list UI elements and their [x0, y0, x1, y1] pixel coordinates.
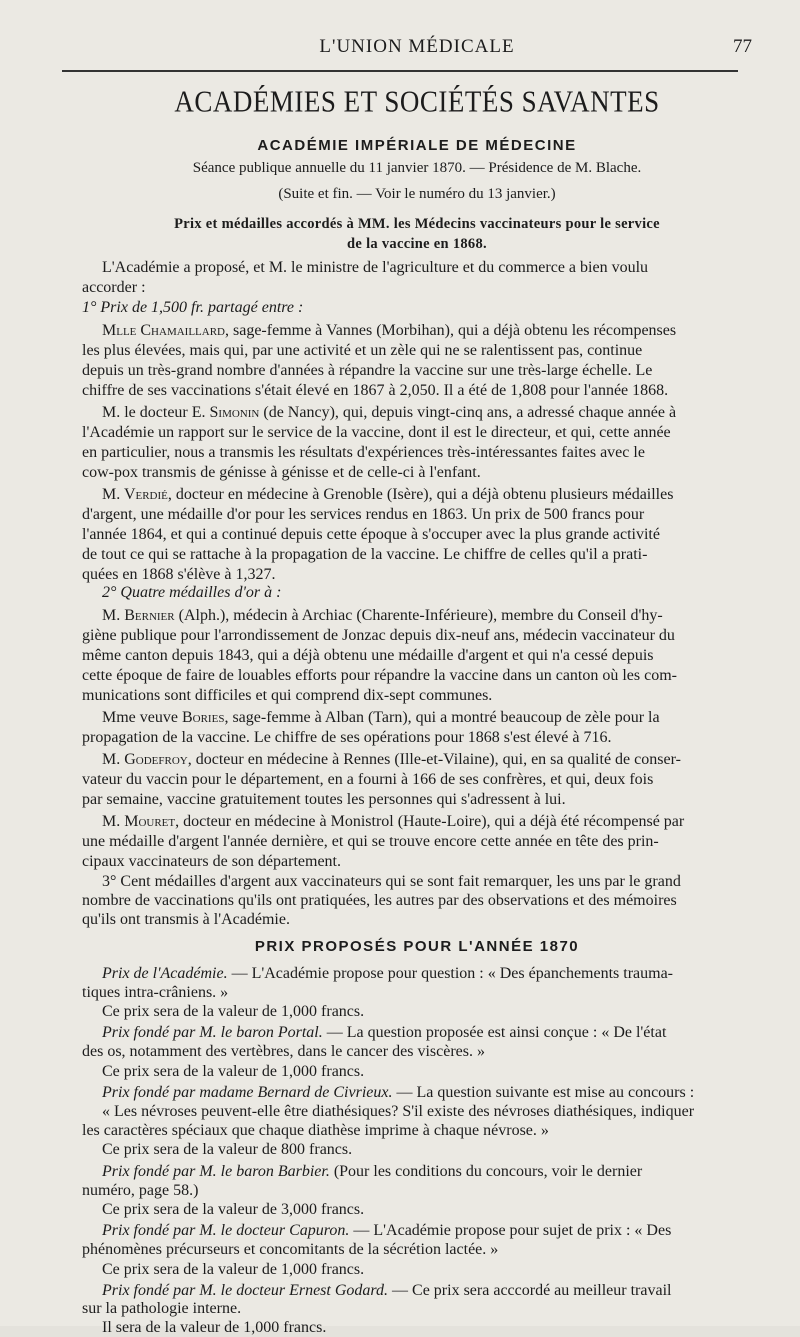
paragraph-line: nombre de vaccinations qu'ils ont pratiquées, les autres par des observations et des mémoires: [82, 892, 677, 910]
paragraph-line: par semaine, vaccine gratuitement toutes les personnes qui s'adressent à lui.: [82, 791, 566, 808]
paragraph-line: vateur du vaccin pour le département, en a fourni à 166 de ses confrères, et qui, deux fois: [82, 771, 654, 788]
prize-subheading: 2° Quatre médailles d'or à :: [102, 584, 282, 601]
paragraph-line: [82, 750, 752, 770]
prizes-heading-line-2: de la vaccine en 1868.: [347, 236, 487, 252]
proposed-prizes-heading: PRIX PROPOSÉS POUR L'ANNÉE 1870: [254, 937, 580, 955]
section-title: ACADÉMIES ET SOCIÉTÉS SAVANTES: [174, 83, 660, 119]
header-rule: [62, 70, 738, 72]
paragraph-line: tiques intra-crâniens. »: [82, 983, 229, 1001]
paragraph-line: de tout ce qui se rattache à la propagation de la vaccine. Le chiffre de celles qu'il a prati-: [82, 546, 648, 563]
prize-label: Prix de l'Académie.: [102, 964, 228, 982]
paragraph-line: 3° Cent médailles d'argent aux vaccinateurs qui se sont fait remarquer, les uns par le grand: [102, 873, 681, 890]
paragraph-line: Ce prix sera de la valeur de 3,000 francs.: [102, 1201, 365, 1218]
person-name: M. Mouret: [102, 813, 176, 830]
paragraph-line: L'Académie a proposé, et M. le ministre de l'agriculture et du commerce a bien voulu: [102, 259, 649, 276]
paragraph-line: les caractères spéciaux que chaque diathèse imprime à chaque névrose. »: [82, 1122, 549, 1140]
paragraph-line: d'argent, une médaille d'or pour les services rendus en 1863. Un prix de 500 francs pour: [82, 506, 645, 523]
paragraph-line: phénomènes précurseurs et concomitants de la sécrétion lactée. »: [82, 1241, 499, 1259]
continuation-note: (Suite et fin. — Voir le numéro du 13 janvier.): [278, 186, 556, 202]
paragraph-line: une médaille d'argent l'année dernière, et qui se trouve encore cette année en tête des prin-: [82, 833, 659, 850]
paragraph-line: qu'ils ont transmis à l'Académie.: [82, 911, 290, 929]
paragraph-line: même canton depuis 1843, qui a déjà obtenu une médaille d'argent et qui n'a cessé depuis: [82, 647, 654, 664]
text-run: , sage-femme à Alban (Tarn), qui a montré beaucoup de zèle pour la: [224, 709, 660, 726]
person-name: M. Verdié: [102, 486, 168, 503]
paragraph-line: cow-pox transmis de génisse à génisse et de celle-ci à l'enfant.: [82, 464, 481, 481]
person-name: Bories: [181, 709, 225, 726]
text-run: — La question proposée est ainsi conçue : « De l'état: [322, 1024, 667, 1042]
text-run: , docteur en médecine à Monistrol (Haute-Loire), qui a déjà été récompensé par: [175, 813, 685, 830]
text-run: — La question suivante est mise au concours :: [392, 1083, 695, 1101]
person-name: M. Godefroy: [102, 751, 188, 768]
prize-label: Prix fondé par madame Bernard de Civrieux.: [102, 1083, 393, 1101]
person-name: M. Bernier: [102, 607, 175, 624]
session-line: Séance publique annuelle du 11 janvier 1870. — Présidence de M. Blache.: [192, 160, 642, 176]
academy-heading: ACADÉMIE IMPÉRIALE DE MÉDECINE: [257, 137, 577, 154]
prize-subheading: 1° Prix de 1,500 fr. partagé entre :: [82, 299, 304, 316]
paragraph-line: Il sera de la valeur de 1,000 francs.: [102, 1319, 327, 1337]
paragraph-line: Ce prix sera de la valeur de 1,000 francs.: [102, 1062, 365, 1080]
paragraph-line: [82, 1281, 752, 1301]
paragraph-line: [82, 812, 752, 832]
paragraph-line: [82, 708, 752, 728]
text-run: Mme veuve: [102, 709, 182, 726]
text-run: (Alph.), médecin à Archiac (Charente-Inférieure), membre du Conseil d'hy-: [174, 607, 663, 624]
paragraph-line: depuis un très-grand nombre d'années à répandre la vaccine sur une très-large échelle. Le: [82, 362, 653, 379]
page-number: 77: [733, 36, 752, 57]
paragraph-line: cette époque de faire de louables efforts pour répandre la vaccine dans un canton où les com-: [82, 667, 678, 684]
text-run: M. le docteur: [102, 404, 192, 421]
paragraph-line: Ce prix sera de la valeur de 800 francs.: [102, 1141, 353, 1159]
paragraph-line: accorder :: [82, 279, 146, 296]
prize-label: Prix fondé par M. le baron Barbier.: [102, 1162, 330, 1180]
paragraph-line: munications sont difficiles et qui comprend dix-sept communes.: [82, 687, 493, 704]
text-run: , sage-femme à Vannes (Morbihan), qui a déjà obtenu les récompenses: [225, 322, 677, 339]
paragraph-line: « Les névroses peuvent-elle être diathésiques? S'il existe des névroses diathésiques, indiquer: [102, 1103, 695, 1120]
prizes-heading: [82, 214, 752, 254]
paragraph-line: [82, 321, 752, 341]
paragraph-line: chiffre de ses vaccinations s'était élevé en 1867 à 2,050. Il a été de 1,808 pour l'année 1868.: [82, 382, 669, 399]
paragraph-line: Ce prix sera de la valeur de 1,000 francs.: [102, 1003, 365, 1020]
paragraph-line: les plus élevées, mais qui, par une activité et un zèle qui ne se ralentissent pas, continue: [82, 342, 643, 359]
paragraph-line: cipaux vaccinateurs de son département.: [82, 853, 341, 870]
paragraph-line: [82, 403, 752, 423]
paragraph-line: giène publique pour l'arrondissement de Jonzac depuis dix-neuf ans, médecin vaccinateur du: [82, 627, 675, 644]
person-name: E. Simonin: [191, 404, 260, 421]
paragraph-line: sur la pathologie interne.: [82, 1300, 242, 1317]
paragraph-line: quées en 1868 s'élève à 1,327.: [82, 566, 276, 583]
running-head: [82, 36, 752, 60]
paragraph-line: [82, 606, 752, 626]
paragraph-line: [82, 1083, 752, 1103]
paragraph-line: [82, 1221, 752, 1241]
paragraph-line: [82, 1162, 752, 1182]
paragraph-line: [82, 485, 752, 505]
paragraph-line: l'année 1864, et qui a continué depuis cette époque à s'occuper avec la plus grande activité: [82, 526, 660, 543]
person-name: Mlle Chamaillard: [102, 322, 225, 339]
text-run: — L'Académie propose pour sujet de prix : « Des: [349, 1222, 672, 1240]
text-run: — Ce prix sera acccordé au meilleur travail: [388, 1281, 672, 1299]
paragraph-line: [82, 1023, 752, 1043]
paragraph-line: Ce prix sera de la valeur de 1,000 francs.: [102, 1260, 365, 1278]
prize-label: Prix fondé par M. le docteur Ernest Godard.: [102, 1281, 389, 1299]
journal-title: L'UNION MÉDICALE: [319, 36, 515, 57]
text-run: — L'Académie propose pour question : « Des épanchements trauma-: [227, 964, 674, 982]
prizes-heading-line-1: Prix et médailles accordés à MM. les Médecins vaccinateurs pour le service: [174, 216, 660, 232]
prize-label: Prix fondé par M. le docteur Capuron.: [102, 1222, 350, 1240]
paragraph-line: numéro, page 58.): [82, 1181, 199, 1199]
text-run: , docteur en médecine à Grenoble (Isère), qui a déjà obtenu plusieurs médailles: [167, 486, 674, 503]
text-run: (de Nancy), qui, depuis vingt-cinq ans, a adressé chaque année à: [259, 404, 677, 421]
paragraph-line: des os, notamment des vertèbres, dans le cancer des viscères. »: [82, 1043, 485, 1061]
prize-label: Prix fondé par M. le baron Portal.: [102, 1024, 323, 1042]
text-run: , docteur en médecine à Rennes (Ille-et-Vilaine), qui, en sa qualité de conser-: [187, 751, 681, 768]
text-run: (Pour les conditions du concours, voir le dernier: [329, 1162, 643, 1180]
paragraph-line: propagation de la vaccine. Le chiffre de ses opérations pour 1868 s'est élevé à 716.: [82, 729, 612, 746]
paragraph-line: en particulier, nous a transmis les résultats d'expériences très-intéressantes faites avec le: [82, 444, 645, 461]
paragraph-line: [82, 964, 752, 984]
paragraph-line: l'Académie un rapport sur le service de la vaccine, dont il est le directeur, et qui, cette année: [82, 424, 671, 441]
